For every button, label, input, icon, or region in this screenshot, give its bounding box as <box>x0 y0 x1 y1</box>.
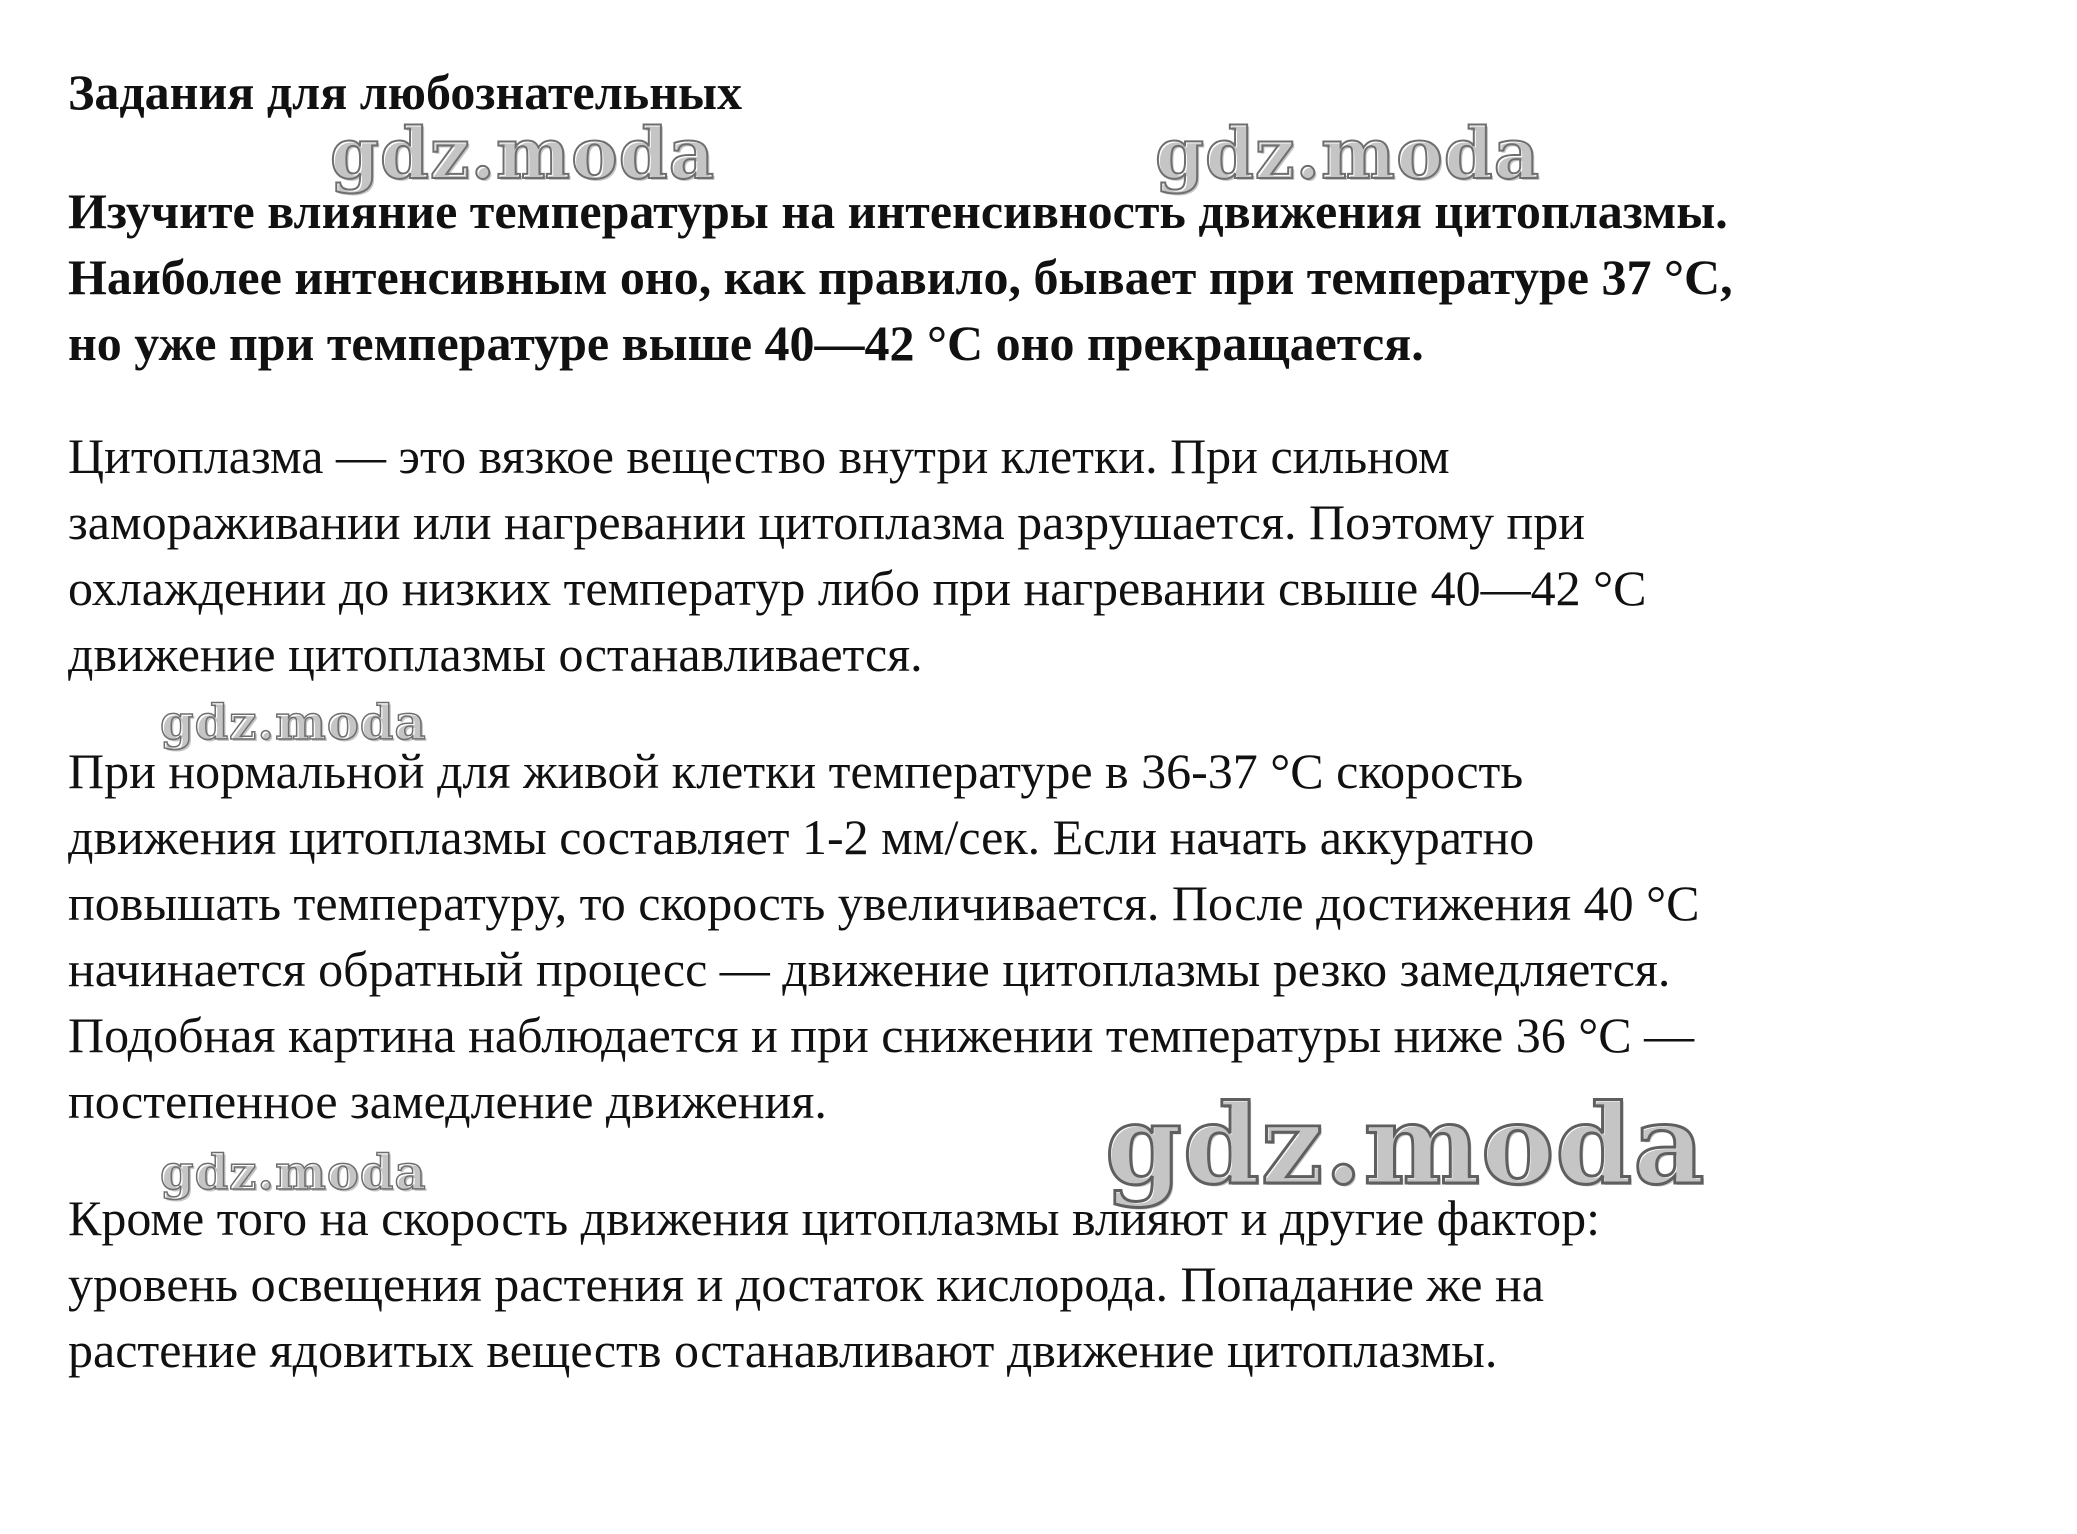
paragraph-line: уровень освещения растения и достаток кислорода. Попадание же на <box>68 1256 1544 1312</box>
paragraph-line: Кроме того на скорость движения цитоплазмы влияют и другие фактор: <box>68 1190 1600 1246</box>
watermark: gdz.moda <box>160 1145 427 1201</box>
watermark: gdz.moda <box>330 112 716 195</box>
answer-paragraph-3 <box>68 1185 2058 1383</box>
paragraph-line: движение цитоплазмы останавливается. <box>68 626 923 682</box>
task-line: Наиболее интенсивным оно, как правило, бывает при температуре 37 °С, <box>68 249 1733 305</box>
task-line: но уже при температуре выше 40—42 °С оно прекращается. <box>68 315 1424 371</box>
paragraph-line: растение ядовитых веществ останавливают движение цитоплазмы. <box>68 1322 1498 1378</box>
watermark: gdz.moda <box>1155 112 1541 195</box>
section-heading: Задания для любознательных <box>68 64 743 120</box>
paragraph-line: постепенное замедление движения. <box>68 1073 827 1129</box>
paragraph-line: Подобная картина наблюдается и при снижении температуры ниже 36 °С — <box>68 1007 1695 1063</box>
task-statement <box>68 178 2058 376</box>
task-line: Изучите влияние температуры на интенсивность движения цитоплазмы. <box>68 183 1728 239</box>
paragraph-line: Цитоплазма — это вязкое вещество внутри клетки. При сильном <box>68 428 1450 484</box>
paragraph-line: замораживании или нагревании цитоплазма разрушается. Поэтому при <box>68 494 1586 550</box>
paragraph-line: повышать температуру, то скорость увеличивается. После достижения 40 °С <box>68 875 1700 931</box>
answer-paragraph-2 <box>68 738 2058 1134</box>
paragraph-line: охлаждении до низких температур либо при нагревании свыше 40—42 °С <box>68 560 1647 616</box>
paragraph-line: начинается обратный процесс — движение цитоплазмы резко замедляется. <box>68 941 1671 997</box>
answer-paragraph-1 <box>68 423 2058 687</box>
paragraph-line: движения цитоплазмы составляет 1-2 мм/сек. Если начать аккуратно <box>68 809 1535 865</box>
paragraph-line: При нормальной для живой клетки температуре в 36-37 °С скорость <box>68 743 1524 799</box>
watermark: gdz.moda <box>160 695 427 751</box>
watermark: gdz.moda <box>1105 1080 1706 1209</box>
